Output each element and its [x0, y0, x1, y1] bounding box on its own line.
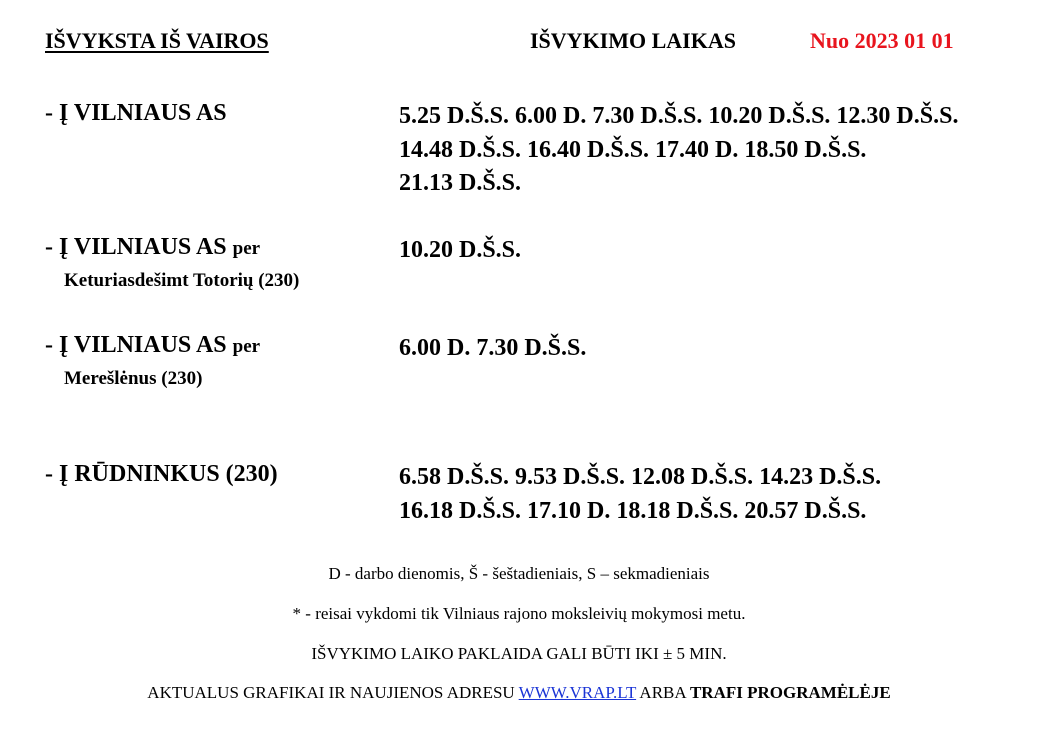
route-4-destination-label: - Į RŪDNINKUS (230) [45, 461, 278, 487]
vrap-website-link[interactable]: WWW.VRAP.LT [518, 683, 637, 702]
asterisk-note: * - reisai vykdomi tik Vilniaus rajono moksleivių mokymosi metu. [292, 604, 746, 623]
route-4-times-line-2: 16.18 D.Š.S. 17.10 D. 18.18 D.Š.S. 20.57 D.Š.S. [399, 497, 867, 524]
route-1-times-line-2: 14.48 D.Š.S. 16.40 D.Š.S. 17.40 D. 18.50 D.Š.S. [399, 136, 867, 163]
route-2-times [399, 234, 521, 268]
route-4-times-line-1: 6.58 D.Š.S. 9.53 D.Š.S. 12.08 D.Š.S. 14.23 D.Š.S. [399, 464, 882, 490]
departs-from-heading: IŠVYKSTA IŠ VAIROS [45, 28, 269, 53]
route-4-destination [45, 461, 278, 488]
route-3-via: Merešlėnus (230) [64, 368, 203, 389]
trafi-app-text: TRAFI PROGRAMĖLĖJE [689, 683, 891, 702]
route-3-destination-label: - Į VILNIAUS AS [45, 332, 227, 358]
route-2-via: Keturiasdešimt Totorių (230) [64, 270, 300, 291]
route-1-destination-label: - Į VILNIAUS AS [45, 100, 227, 126]
departure-time-heading: IŠVYKIMO LAIKAS [530, 28, 736, 53]
route-1-times [399, 100, 958, 201]
tolerance-note: IŠVYKIMO LAIKO PAKLAIDA GALI BŪTI IKI ± 5 MIN. [311, 644, 727, 663]
route-3-times [399, 332, 586, 366]
footer-middle: ARBA [639, 683, 686, 702]
footer-note [0, 683, 1038, 703]
legend-note: D - darbo dienomis, Š - šeštadieniais, S – sekmadieniais [328, 564, 710, 583]
route-2-destination-label: - Į VILNIAUS AS [45, 234, 227, 260]
route-3-destination [45, 332, 260, 359]
route-2-per: per [232, 238, 261, 259]
route-1-times-line-3: 21.13 D.Š.S. [399, 170, 522, 196]
route-2-times-line-1: 10.20 D.Š.S. [399, 237, 522, 263]
route-2-destination [45, 234, 260, 261]
footer-prefix: AKTUALUS GRAFIKAI IR NAUJIENOS ADRESU [147, 683, 515, 702]
route-3-per: per [232, 336, 261, 357]
route-4-times [399, 461, 881, 528]
route-3-times-line-1: 6.00 D. 7.30 D.Š.S. [399, 335, 587, 361]
route-1-destination [45, 100, 227, 127]
route-1-times-line-1: 5.25 D.Š.S. 6.00 D. 7.30 D.Š.S. 10.20 D.Š.S. 12.30 D.Š.S. [399, 103, 959, 129]
valid-from-date: Nuo 2023 01 01 [810, 28, 954, 53]
